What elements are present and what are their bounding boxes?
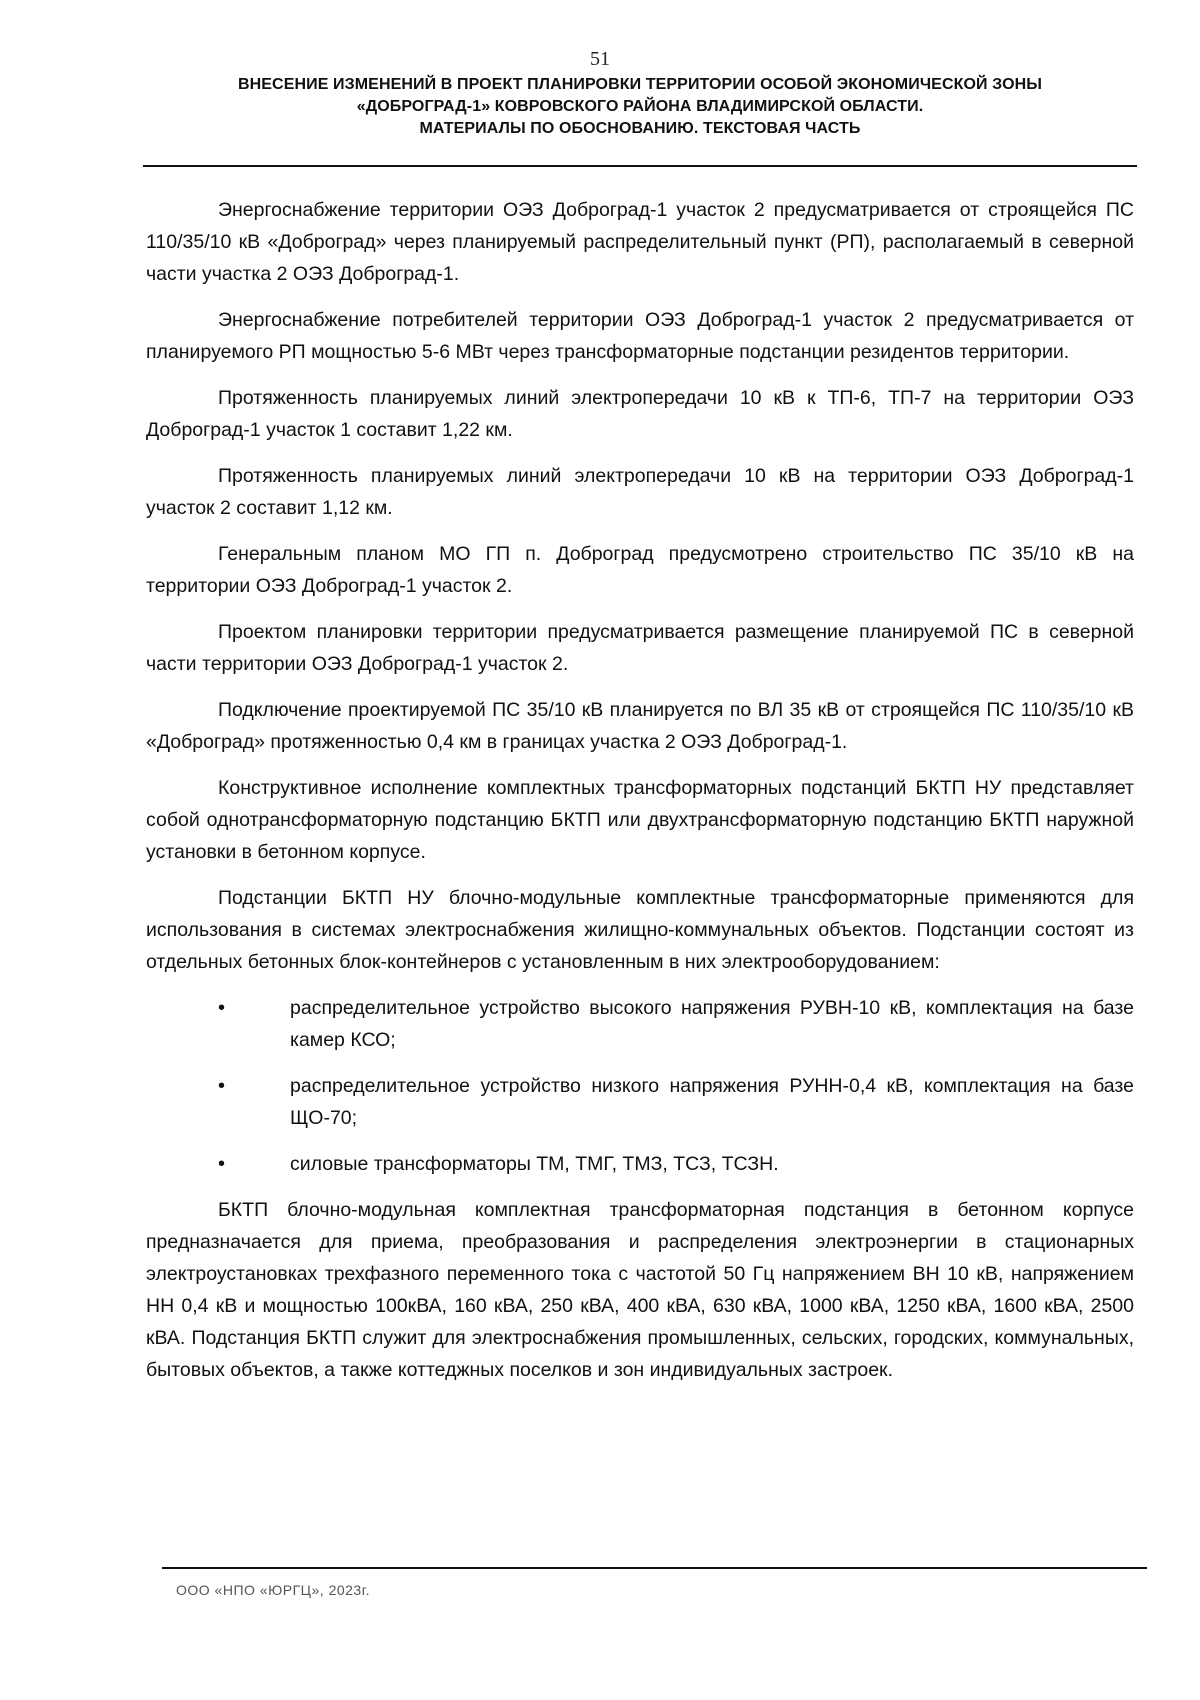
list-item-text: распределительное устройство низкого напряжения РУНН-0,4 кВ, комплектация на базе ЩО-70;	[290, 1075, 1134, 1129]
equipment-list	[146, 992, 1134, 1180]
bullet-icon: •	[218, 1153, 226, 1175]
header-divider	[143, 165, 1137, 167]
list-item-text: распределительное устройство высокого напряжения РУВН-10 кВ, комплектация на базе камер КСО;	[290, 997, 1134, 1051]
paragraph: Конструктивное исполнение комплектных трансформаторных подстанций БКТП НУ представляет собой однотрансформаторную подстанцию БКТП или двухтрансформаторную подстанцию БКТП наружной установки в бетонном корпусе.	[146, 777, 1134, 863]
paragraph: Протяженность планируемых линий электропередачи 10 кВ на территории ОЭЗ Доброград-1 участок 2 составит 1,12 км.	[146, 465, 1134, 519]
header-line: «ДОБРОГРАД-1» КОВРОВСКОГО РАЙОНА ВЛАДИМИРСКОЙ ОБЛАСТИ.	[356, 98, 924, 115]
list-item	[146, 1070, 1134, 1134]
bullet-icon: •	[218, 997, 226, 1019]
document-header	[145, 74, 1135, 140]
header-line: ВНЕСЕНИЕ ИЗМЕНЕНИЙ В ПРОЕКТ ПЛАНИРОВКИ ТЕРРИТОРИИ ОСОБОЙ ЭКОНОМИЧЕСКОЙ ЗОНЫ	[237, 76, 1043, 93]
page-number: 51	[590, 48, 610, 70]
footer-divider	[162, 1567, 1147, 1569]
paragraph: Протяженность планируемых линий электропередачи 10 кВ к ТП-6, ТП-7 на территории ОЭЗ Доброград-1 участок 1 составит 1,22 км.	[146, 387, 1134, 441]
document-body	[146, 194, 1134, 1400]
paragraph: Энергоснабжение территории ОЭЗ Доброград-1 участок 2 предусматривается от строящейся ПС 110/35/10 кВ «Доброград» через планируемый распределительный пункт (РП), располагаемый в северной части участка 2 ОЭЗ Доброград-1.	[146, 199, 1134, 285]
header-line: МАТЕРИАЛЫ ПО ОБОСНОВАНИЮ. ТЕКСТОВАЯ ЧАСТЬ	[419, 120, 861, 137]
footer-copyright: ООО «НПО «ЮРГЦ», 2023г.	[176, 1582, 370, 1598]
list-item-text: силовые трансформаторы ТМ, ТМГ, ТМЗ, ТСЗ, ТСЗН.	[290, 1153, 779, 1175]
bullet-icon: •	[218, 1075, 226, 1097]
list-item	[146, 1148, 1134, 1180]
paragraph: Генеральным планом МО ГП п. Доброград предусмотрено строительство ПС 35/10 кВ на территории ОЭЗ Доброград-1 участок 2.	[146, 543, 1134, 597]
paragraph: Энергоснабжение потребителей территории ОЭЗ Доброград-1 участок 2 предусматривается от планируемого РП мощностью 5-6 МВт через трансформаторные подстанции резидентов территории.	[146, 309, 1134, 363]
paragraph: Подстанции БКТП НУ блочно-модульные комплектные трансформаторные применяются для использования в системах электроснабжения жилищно-коммунальных объектов. Подстанции состоят из отдельных бетонных блок-контейнеров с установленным в них электрооборудованием:	[146, 887, 1134, 973]
paragraph: БКТП блочно-модульная комплектная трансформаторная подстанция в бетонном корпусе предназначается для приема, преобразования и распределения электроэнергии в стационарных электроустановках трехфазного переменного тока с частотой 50 Гц напряжением ВН 10 кВ, напряжением НН 0,4 кВ и мощностью 100кВА, 160 кВА, 250 кВА, 400 кВА, 630 кВА, 1000 кВА, 1250 кВА, 1600 кВА, 2500 кВА. Подстанция БКТП служит для электроснабжения промышленных, сельских, городских, коммунальных, бытовых объектов, а также коттеджных поселков и зон индивидуальных застроек.	[146, 1199, 1134, 1381]
paragraph: Подключение проектируемой ПС 35/10 кВ планируется по ВЛ 35 кВ от строящейся ПС 110/35/10 кВ «Доброград» протяженностью 0,4 км в границах участка 2 ОЭЗ Доброград-1.	[146, 699, 1134, 753]
paragraph: Проектом планировки территории предусматривается размещение планируемой ПС в северной части территории ОЭЗ Доброград-1 участок 2.	[146, 621, 1134, 675]
list-item	[146, 992, 1134, 1056]
